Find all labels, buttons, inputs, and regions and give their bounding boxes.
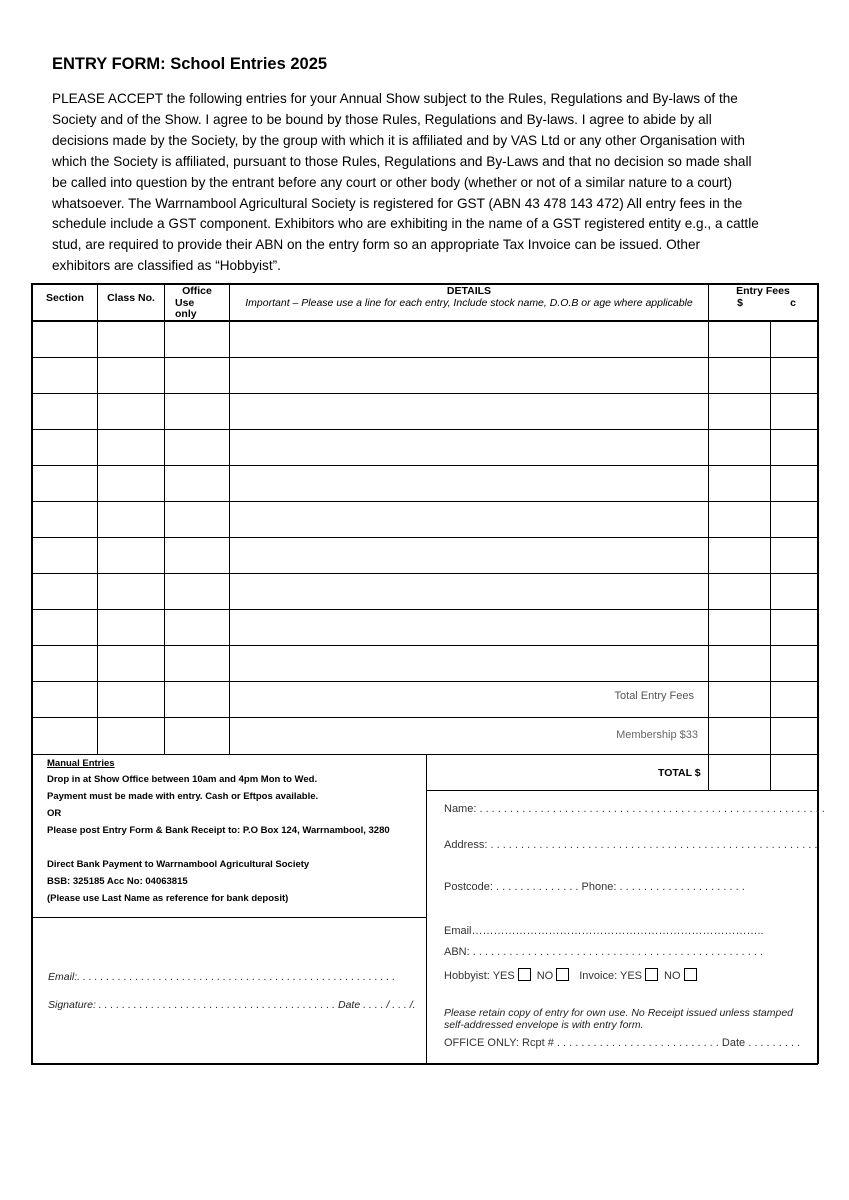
- row-line: [31, 357, 818, 358]
- invoice-label: Invoice: YES: [579, 970, 643, 982]
- intro-line: stud, are required to provide their ABN on the entry form so an appropriate Tax Invoice can be issued. Other: [52, 237, 701, 253]
- manual-line: Please post Entry Form & Bank Receipt to: P.O Box 124, Warrnambool, 3280: [47, 825, 390, 836]
- header-entry-fees: Entry Fees: [736, 285, 790, 297]
- header-cents: c: [790, 297, 796, 309]
- invoice-yes-checkbox[interactable]: [645, 968, 658, 981]
- name-field[interactable]: Name: . . . . . . . . . . . . . . . . . . . . . . . . . . . . . . . . . . . . . . . . . . . . . . . . . . . . . . . . .: [444, 803, 825, 815]
- col-line-office: [229, 283, 230, 754]
- intro-paragraph: [52, 89, 804, 277]
- table-border-left: [31, 283, 33, 1064]
- manual-line: [47, 839, 390, 856]
- email-right-field[interactable]: Email……………………………………………………………………..: [444, 925, 764, 937]
- intro-line: exhibitors are classified as “Hobbyist”.: [52, 258, 281, 274]
- header-divider: [31, 320, 818, 322]
- intro-line: which the Society is affiliated, pursuant to those Rules, Regulations and By-Laws and that no decision so made shall: [52, 153, 752, 169]
- header-dollars: $: [737, 297, 743, 309]
- row-line: [31, 501, 818, 502]
- total-row-bottom: [426, 790, 818, 791]
- retain-note: Please retain copy of entry for own use. No Receipt issued unless stamped self-addressed envelope is with entry form.: [444, 1007, 794, 1031]
- hobbyist-no-label: NO: [536, 970, 554, 982]
- header-class-no: Class No.: [107, 292, 155, 304]
- hobbyist-yes-checkbox[interactable]: [518, 968, 531, 981]
- row-line: [31, 681, 818, 682]
- address-field[interactable]: Address: . . . . . . . . . . . . . . . . . . . . . . . . . . . . . . . . . . . . . . . . . . . . . . . . . . . . . .: [444, 839, 818, 851]
- manual-line: Payment must be made with entry. Cash or Eftpos available.: [47, 791, 319, 802]
- row-line: [31, 754, 818, 755]
- row-line: [31, 429, 818, 430]
- hobbyist-no-checkbox[interactable]: [556, 968, 569, 981]
- col-line-section: [97, 283, 98, 754]
- row-line: [31, 573, 818, 574]
- row-line: [31, 465, 818, 466]
- row-line: [31, 537, 818, 538]
- intro-line: decisions made by the Society, by the group with which it is affiliated and by VAS Ltd or any other Organisation with: [52, 132, 745, 148]
- manual-line: Drop in at Show Office between 10am and 4pm Mon to Wed.: [47, 774, 318, 785]
- row-line: [31, 393, 818, 394]
- total-label: TOTAL $: [658, 767, 701, 779]
- signature-field[interactable]: Signature: . . . . . . . . . . . . . . . . . . . . . . . . . . . . . . . . . . . . . . . . . Date . . . . / . . . /.: [48, 999, 416, 1011]
- invoice-no-checkbox[interactable]: [684, 968, 697, 981]
- manual-box-bottom: [31, 917, 426, 918]
- intro-line: PLEASE ACCEPT the following entries for your Annual Show subject to the Rules, Regulations and By-laws of the: [52, 91, 738, 106]
- header-office-use: [165, 286, 229, 321]
- hobbyist-label: Hobbyist: YES: [444, 970, 515, 982]
- intro-line: schedule include a GST component. Exhibitors who are exhibiting in the name of a GST registered entity e.g., a cattle: [52, 216, 759, 232]
- col-line-class: [164, 283, 165, 754]
- invoice-no-label: NO: [664, 970, 681, 982]
- header-details: DETAILS: [446, 285, 492, 297]
- manual-entries-box: [47, 756, 390, 907]
- manual-heading: Manual Entries: [47, 758, 115, 769]
- abn-field[interactable]: ABN: . . . . . . . . . . . . . . . . . . . . . . . . . . . . . . . . . . . . . . . . . . . . . . . .: [444, 946, 764, 958]
- table-border-right: [817, 283, 819, 1064]
- header-office-line: only: [175, 308, 197, 320]
- intro-line: be called into question by the entrant before any court or other body (whether or not of a similar nature to a court): [52, 174, 733, 190]
- row-line: [31, 645, 818, 646]
- membership-label: Membership $33: [616, 729, 698, 741]
- header-office-line: Office: [182, 285, 212, 297]
- table-border-bottom: [31, 1063, 818, 1065]
- row-line: [31, 717, 818, 718]
- header-section: Section: [46, 292, 84, 304]
- manual-line: Direct Bank Payment to Warrnambool Agricultural Society: [47, 859, 310, 870]
- email-field[interactable]: Email:. . . . . . . . . . . . . . . . . . . . . . . . . . . . . . . . . . . . . . . . . . . . . . . . . . . . . . .: [48, 971, 396, 983]
- row-line: [31, 609, 818, 610]
- postcode-phone-field[interactable]: Postcode: . . . . . . . . . . . . . . Phone: . . . . . . . . . . . . . . . . . . . . .: [444, 881, 745, 893]
- total-entry-fees-label: Total Entry Fees: [614, 690, 694, 702]
- office-only-field[interactable]: OFFICE ONLY: Rcpt # . . . . . . . . . . . . . . . . . . . . . . . . . . . Date . . . . . . . . .: [444, 1037, 801, 1049]
- header-details-note: Important – Please use a line for each entry, Include stock name, D.O.B or age where applicable: [245, 297, 693, 309]
- header-office-line: Use: [175, 296, 195, 309]
- manual-line: BSB: 325185 Acc No: 04063815: [47, 876, 188, 887]
- form-title: ENTRY FORM: School Entries 2025: [52, 55, 328, 73]
- lower-divider: [426, 754, 427, 1063]
- status-row: [444, 968, 703, 982]
- col-line-cents: [770, 320, 771, 791]
- manual-line: (Please use Last Name as reference for bank deposit): [47, 893, 289, 904]
- intro-line: Society and of the Show. I agree to be bound by those Rules, Regulations and By-laws. I agree to abide by all: [52, 111, 712, 127]
- manual-line: OR: [47, 808, 62, 819]
- intro-line: whatsoever. The Warrnambool Agricultural Society is registered for GST (ABN 43 478 143 472) All entry fees in the: [52, 195, 743, 211]
